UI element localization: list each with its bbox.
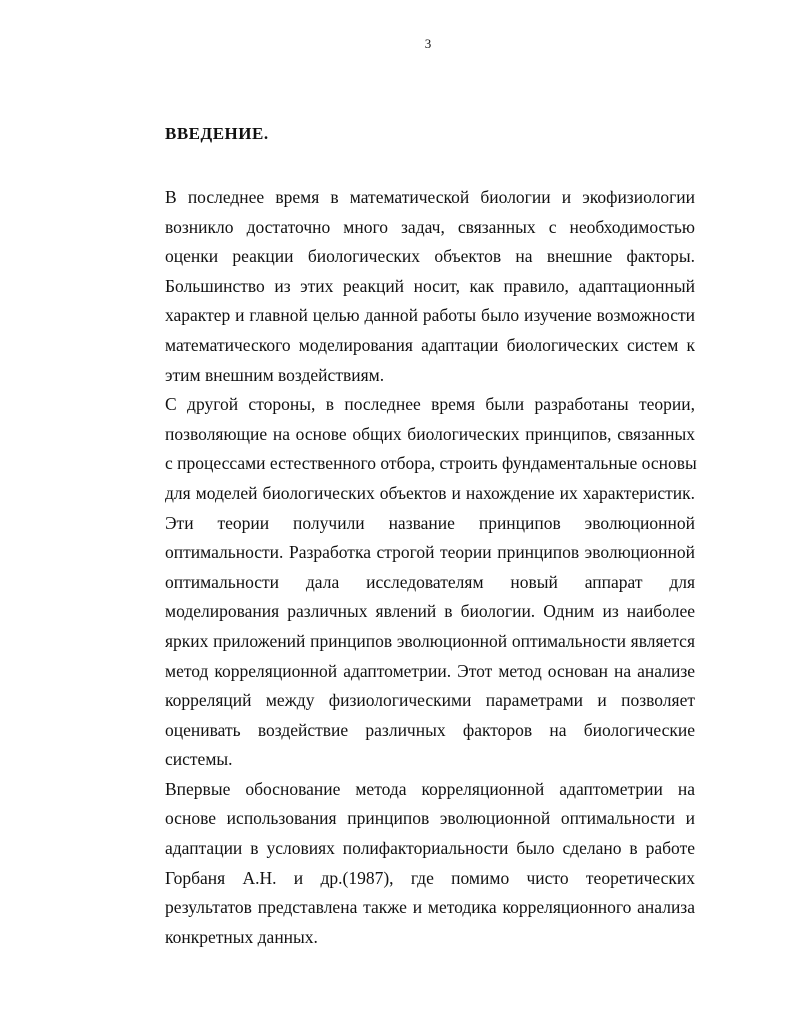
text-line: характер и главной целью данной работы было изучение возможности: [165, 305, 695, 326]
text-line: с процессами естественного отбора, строить фундаментальные основы: [165, 453, 697, 474]
text-line: Впервые обоснование метода корреляционной адаптометрии на: [165, 778, 695, 799]
text-line: оптимальности дала исследователям новый аппарат для: [165, 571, 695, 592]
text-line: основе использования принципов эволюционной оптимальности и: [165, 808, 695, 829]
text-line: Большинство из этих реакций носит, как правило, адаптационный: [165, 275, 695, 296]
text-line: конкретных данных.: [165, 926, 318, 947]
page-number: 3: [424, 36, 432, 51]
text-line: оценивать воздействие различных факторов на биологические: [165, 719, 695, 740]
text-line: С другой стороны, в последнее время были разработаны теории,: [165, 394, 695, 415]
text-line: ярких приложений принципов эволюционной оптимальности является: [165, 630, 695, 651]
section-heading: ВВЕДЕНИЕ.: [165, 124, 269, 143]
text-line: метод корреляционной адаптометрии. Этот метод основан на анализе: [165, 660, 695, 681]
text-line: Горбаня А.Н. и др.(1987), где помимо чисто теоретических: [165, 867, 695, 888]
text-line: позволяющие на основе общих биологических принципов, связанных: [165, 423, 695, 444]
text-line: оценки реакции биологических объектов на внешние факторы.: [165, 246, 695, 267]
body-text: [165, 183, 695, 952]
text-line: этим внешним воздействиям.: [165, 364, 385, 385]
text-line: оптимальности. Разработка строгой теории принципов эволюционной: [165, 542, 695, 563]
text-line: системы.: [165, 749, 233, 770]
text-line: результатов представлена также и методика корреляционного анализа: [165, 897, 695, 918]
text-line: корреляций между физиологическими параметрами и позволяет: [165, 690, 695, 711]
text-line: адаптации в условиях полифакториальности было сделано в работе: [165, 838, 695, 859]
text-line: возникло достаточно много задач, связанных с необходимостью: [165, 216, 695, 237]
text-line: моделирования различных явлений в биологии. Одним из наиболее: [165, 601, 695, 622]
text-line: для моделей биологических объектов и нахождение их характеристик.: [165, 482, 695, 503]
text-line: В последнее время в математической биологии и экофизиологии: [165, 187, 695, 207]
text-line: Эти теории получили название принципов эволюционной: [165, 512, 695, 533]
text-line: математического моделирования адаптации биологических систем к: [165, 334, 695, 355]
